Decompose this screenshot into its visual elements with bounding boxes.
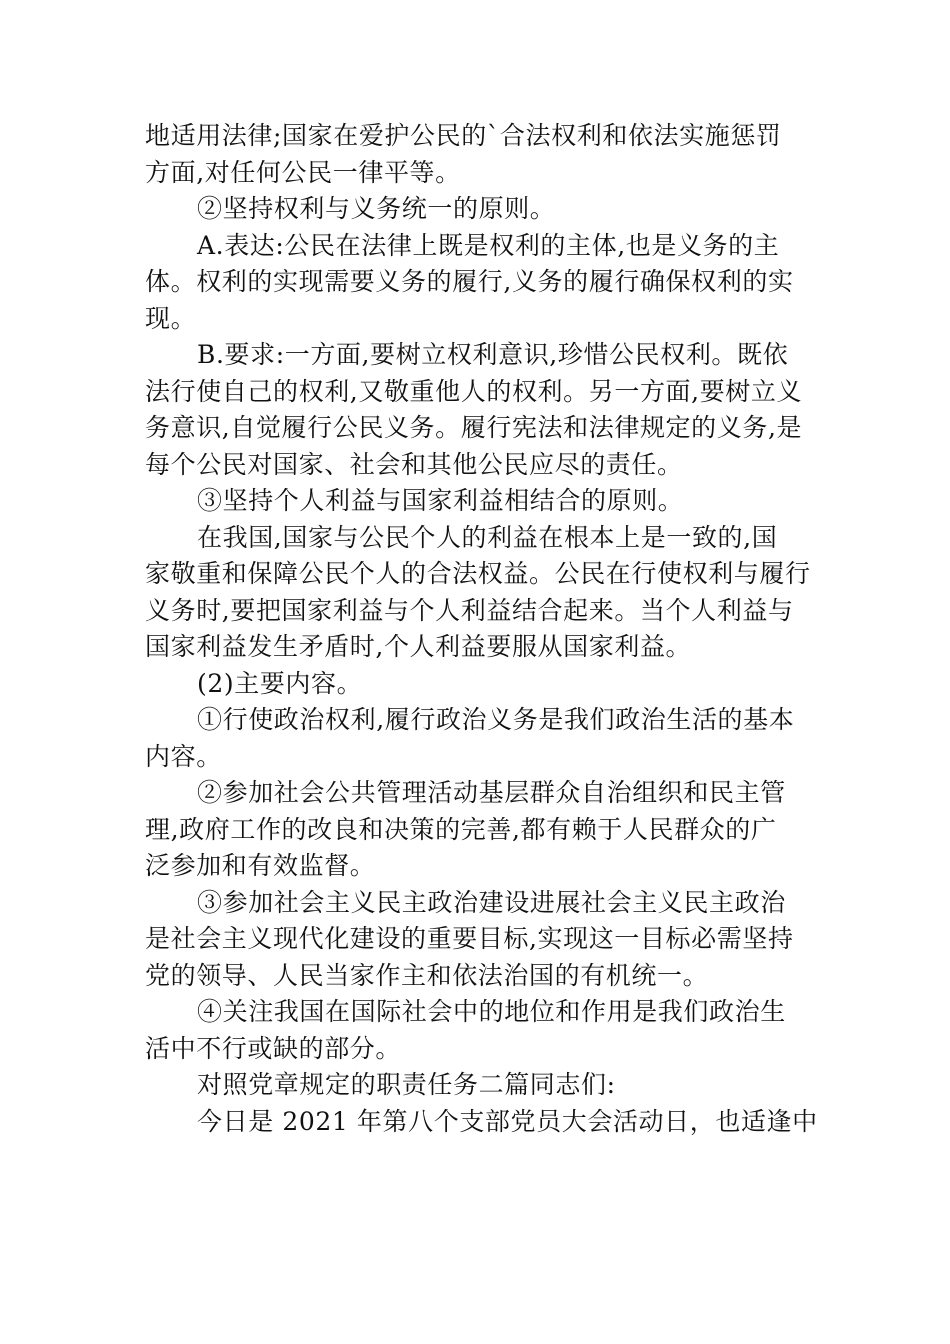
text-line: ③坚持个人利益与国家利益相结合的原则。 xyxy=(197,486,684,515)
text-line: 法行使自己的权利,又敬重他人的权利。另一方面,要树立义 xyxy=(145,376,803,406)
text-line: ①行使政治权利,履行政治义务是我们政治生活的基本 xyxy=(197,705,795,734)
text-line: 理,政府工作的改良和决策的完善,都有赖于人民群众的广 xyxy=(145,814,777,844)
text-line: 活中不行或缺的部分。 xyxy=(145,1033,402,1063)
document-body xyxy=(145,118,818,1140)
text-line: 在我国,国家与公民个人的利益在根本上是一致的,国 xyxy=(197,522,778,552)
text-line: 体。权利的实现需要义务的履行,义务的履行确保权利的实 xyxy=(145,267,794,296)
text-line: A.表达:公民在法律上既是权利的主体,也是义务的主 xyxy=(197,230,780,260)
text-line: 方面,对任何公民一律平等。 xyxy=(145,157,461,187)
text-line: ②坚持权利与义务统一的原则。 xyxy=(197,194,556,223)
text-line: ②参加社会公共管理活动基层群众自治组织和民主管 xyxy=(197,778,786,807)
text-line: 是社会主义现代化建设的重要目标,实现这一目标必需坚持 xyxy=(145,924,794,953)
text-line: 义务时,要把国家利益与个人利益结合起来。当个人利益与 xyxy=(145,595,794,625)
text-line: 家敬重和保障公民个人的合法权益。公民在行使权利与履行 xyxy=(145,559,811,588)
text-line: 务意识,自觉履行公民义务。履行宪法和法律规定的义务,是 xyxy=(145,413,803,442)
text-line: 党的领导、人民当家作主和依法治国的有机统一。 xyxy=(145,960,709,990)
text-line: 内容。 xyxy=(145,741,222,771)
text-line: 对照党章规定的职责任务二篇同志们: xyxy=(197,1070,616,1099)
text-line: ③参加社会主义民主政治建设进展社会主义民主政治 xyxy=(197,887,786,917)
text-line: B.要求:一方面,要树立权利意识,珍惜公民权利。既依 xyxy=(197,340,789,369)
text-line: 现。 xyxy=(145,303,197,333)
text-line: (2)主要内容。 xyxy=(197,668,363,698)
text-line: ④关注我国在国际社会中的地位和作用是我们政治生 xyxy=(197,997,786,1026)
text-line: 每个公民对国家、社会和其他公民应尽的责任。 xyxy=(145,449,683,479)
text-line: 今日是 2021 年第八个支部党员大会活动日，也适逢中 xyxy=(197,1106,818,1136)
text-line: 泛参加和有效监督。 xyxy=(145,851,376,880)
text-line: 国家利益发生矛盾时,个人利益要服从国家利益。 xyxy=(145,632,692,661)
text-line: 地适用法律;国家在爱护公民的`合法权利和依法实施惩罚 xyxy=(145,121,782,150)
